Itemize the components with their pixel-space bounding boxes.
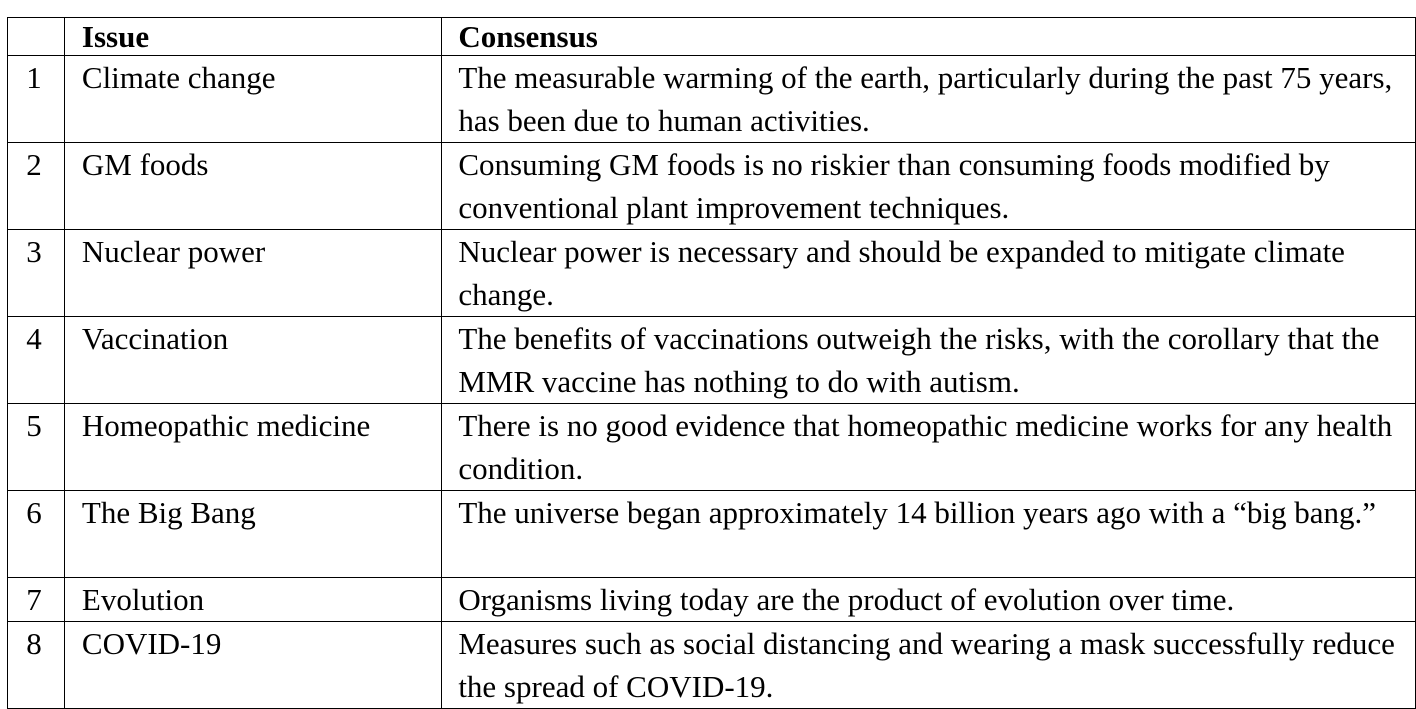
row-consensus: Organisms living today are the product of evolution over time.	[442, 578, 1416, 622]
row-consensus: Consuming GM foods is no riskier than consuming foods modified by conventional plant improvement techniques.	[442, 143, 1416, 230]
row-number: 7	[8, 578, 65, 622]
table-row	[8, 578, 1416, 622]
row-issue: COVID-19	[64, 622, 441, 709]
table-body	[8, 56, 1416, 709]
row-number: 3	[8, 230, 65, 317]
row-consensus: The measurable warming of the earth, particularly during the past 75 years, has been due to human activities.	[442, 56, 1416, 143]
header-consensus: Consensus	[442, 18, 1416, 56]
row-issue: Homeopathic medicine	[64, 404, 441, 491]
row-number: 4	[8, 317, 65, 404]
table-row	[8, 491, 1416, 578]
header-row	[8, 18, 1416, 56]
table-row	[8, 143, 1416, 230]
table-row	[8, 622, 1416, 709]
row-issue: Climate change	[64, 56, 441, 143]
row-number: 1	[8, 56, 65, 143]
table-row	[8, 317, 1416, 404]
table-row	[8, 230, 1416, 317]
consensus-table	[7, 17, 1416, 709]
table-header	[8, 18, 1416, 56]
row-consensus: Measures such as social distancing and wearing a mask successfully reduce the spread of COVID-19.	[442, 622, 1416, 709]
row-issue: Nuclear power	[64, 230, 441, 317]
row-issue: The Big Bang	[64, 491, 441, 578]
row-number: 2	[8, 143, 65, 230]
row-issue: GM foods	[64, 143, 441, 230]
row-consensus: The benefits of vaccinations outweigh the risks, with the corollary that the MMR vaccine has nothing to do with autism.	[442, 317, 1416, 404]
row-issue: Vaccination	[64, 317, 441, 404]
table-row	[8, 56, 1416, 143]
header-issue: Issue	[64, 18, 441, 56]
row-consensus: Nuclear power is necessary and should be expanded to mitigate climate change.	[442, 230, 1416, 317]
row-number: 6	[8, 491, 65, 578]
row-number: 8	[8, 622, 65, 709]
row-number: 5	[8, 404, 65, 491]
row-issue: Evolution	[64, 578, 441, 622]
row-consensus: The universe began approximately 14 billion years ago with a “big bang.”	[442, 491, 1416, 578]
row-consensus: There is no good evidence that homeopathic medicine works for any health condition.	[442, 404, 1416, 491]
table-row	[8, 404, 1416, 491]
header-number	[8, 18, 65, 56]
